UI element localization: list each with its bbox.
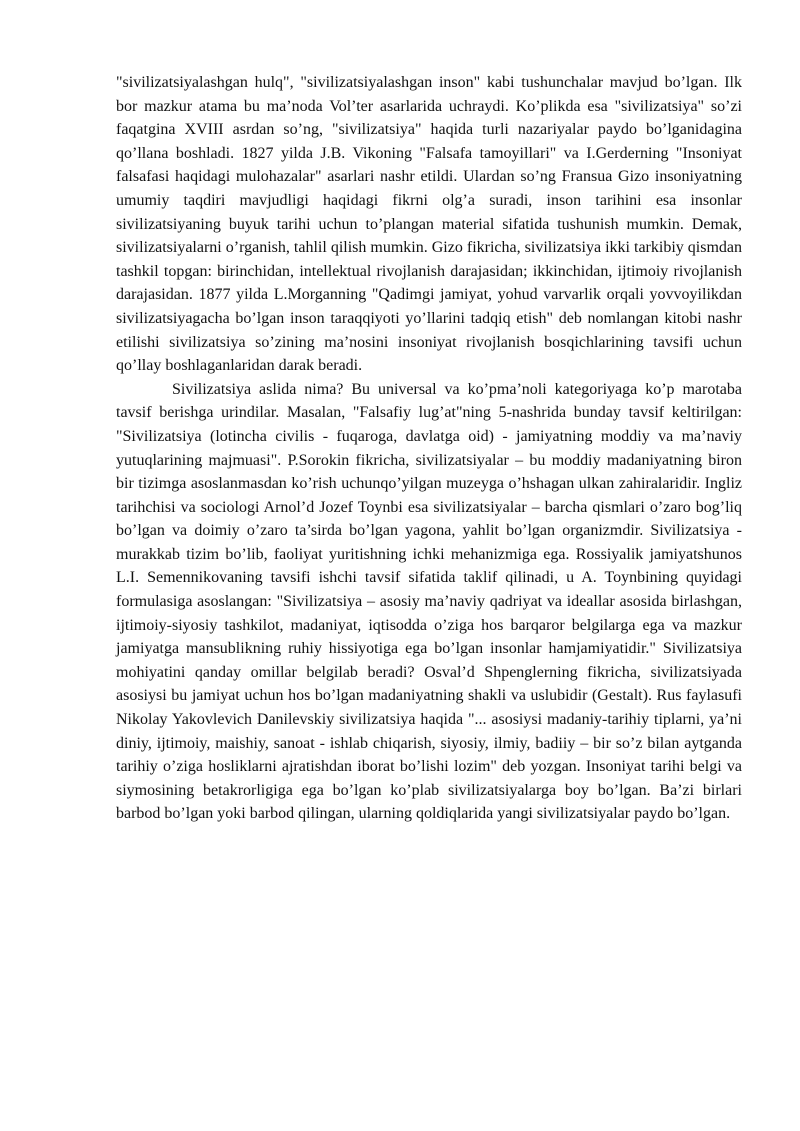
body-text: [116, 71, 742, 826]
paragraph-continuation: "sivilizatsiyalashgan hulq", "sivilizatsiyalashgan inson" kabi tushunchalar mavjud bo’lgan. Ilk bor mazkur atama bu ma’noda Vol’ter asarlarida uchraydi. Ko’plikda esa "sivilizatsiya" so’zi faqatgina XVIII asrdan so’ng, "sivilizatsiya" haqida turli nazariyalar paydo bo’lganidagina qo’llana boshladi. 1827 yilda J.B. Vikoning "Falsafa tamoyillari" va I.Gerderning "Insoniyat falsafasi haqidagi mulohazalar" asarlari nashr etildi. Ulardan so’ng Fransua Gizo insoniyatning umumiy taqdiri mavjudligi haqidagi fikrni olg’a suradi, inson tarihini esa insonlar sivilizatsiyaning buyuk tarihi uchun to’plangan material sifatida tushunish mumkin. Demak, sivilizatsiyalarni o’rganish, tahlil qilish mumkin. Gizo fikricha, sivilizatsiya ikki tarkibiy qismdan tashkil topgan: birinchidan, intellektual rivojlanish darajasidan; ikkinchidan, ijtimoiy rivojlanish darajasidan. 1877 yilda L.Morganning "Qadimgi jamiyat, yohud varvarlik orqali yovvoyilikdan sivilizatsiyagacha bo’lgan inson taraqqiyoti yo’llarini tadqiq etish" deb nomlangan kitobi nashr etilishi sivilizatsiya so’zining ma’nosini insoniyat rivojlanish bosqichlarining tavsifi uchun qo’llay boshlaganlaridan darak beradi.: [116, 74, 742, 375]
paragraph-civilization-definition: Sivilizatsiya aslida nima? Bu universal va ko’pma’noli kategoriyaga ko’p marotaba tavsif berishga urindilar. Masalan, "Falsafiy lug’at"ning 5-nashrida bunday tavsif keltirilgan: "Sivilizatsiya (lotincha civilis - fuqaroga, davlatga oid) - jamiyatning moddiy va ma’naviy yutuqlarining majmuasi". P.Sorokin fikricha, sivilizatsiyalar – bu moddiy madaniyatning biron bir tizimga asoslanmasdan ko’rish uchunqo’yilgan muzeyga o’hshagan ulkan zahiralaridir. Ingliz tarihchisi va sociologi Arnol’d Jozef Toynbi esa sivilizatsiyalar – barcha qismlari o’zaro bog’liq bo’lgan va doimiy o’zaro ta’sirda bo’lgan yagona, yahlit bo’lgan organizmdir. Sivilizatsiya - murakkab tizim bo’lib, faoliyat yuritishning ichki mehanizmiga ega. Rossiyalik jamiyatshunos L.I. Semennikovaning tavsifi ishchi tavsif sifatida taklif qilinadi, u A. Toynbining quyidagi formulasiga asoslangan: "Sivilizatsiya – asosiy ma’naviy qadriyat va ideallar asosida birlashgan, ijtimoiy-siyosiy tashkilot, madaniyat, iqtisodda o’ziga hos barqaror belgilarga ega va mazkur jamiyatga mansublikning ruhiy hissiyotiga ega bo’lgan insonlar hamjamiyatidir." Sivilizatsiya mohiyatini qanday omillar belgilab beradi? Osval’d Shpenglerning fikricha, sivilizatsiyada asosiysi bu jamiyat uchun hos bo’lgan madaniyatning shakli va uslubidir (Gestalt). Rus faylasufi Nikolay Yakovlevich Danilevskiy sivilizatsiya haqida "... asosiysi madaniy-tarihiy tiplarni, ya’ni diniy, ijtimoiy, maishiy, sanoat - ishlab chiqarish, siyosiy, ilmiy, badiiy – bir so’z bilan aytganda tarihiy o’ziga hosliklarni ajratishdan iborat bo’lishi lozim" deb yozgan. Insoniyat tarihi belgi va siymosining betakrorligiga ega bo’lgan ko’plab sivilizatsiyalarga boy bo’lgan. Ba’zi birlari barbod bo’lgan yoki barbod qilingan, ularning qoldiqlarida yangi sivilizatsiyalar paydo bo’lgan.: [116, 380, 742, 823]
